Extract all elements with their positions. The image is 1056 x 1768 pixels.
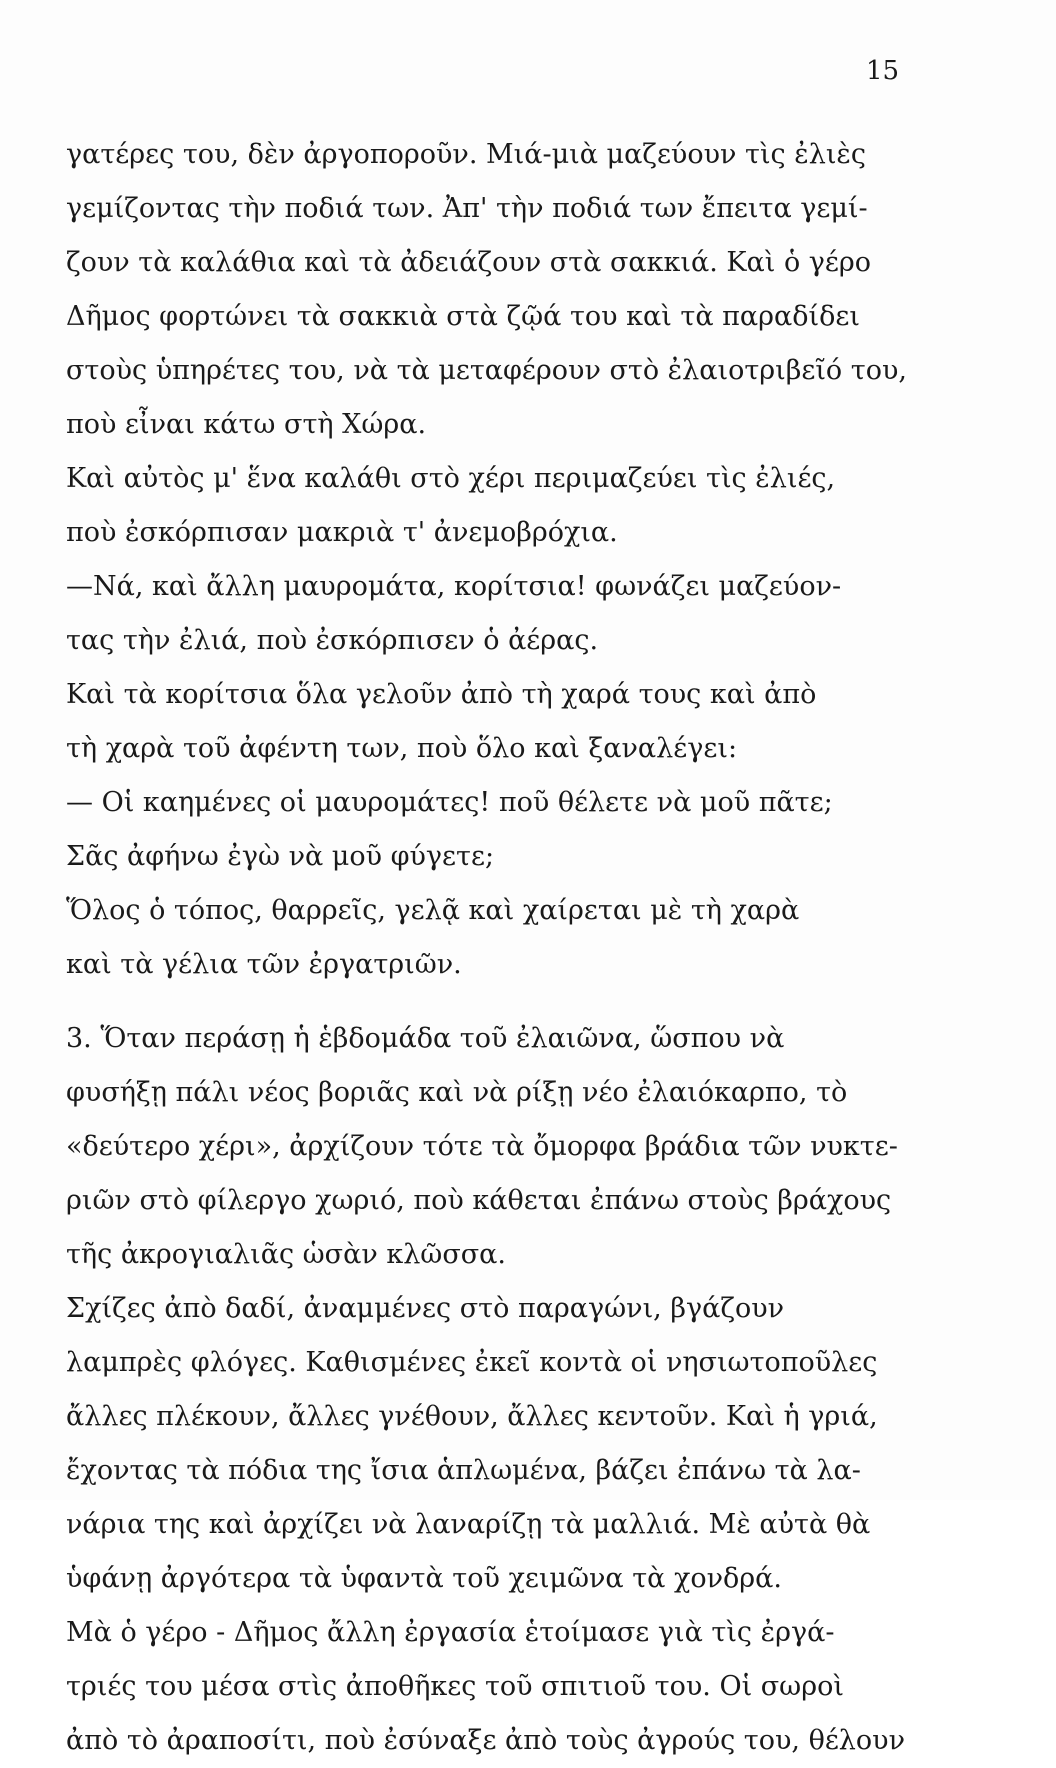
text-line: «δεύτερο χέρι», ἀρχίζουν τότε τὰ ὄμορφα βράδια τῶν νυκτε- [66, 1131, 898, 1162]
text-line: ἄλλες πλέκουν, ἄλλες γνέθουν, ἄλλες κεντοῦν. Καὶ ἡ γριά, [66, 1401, 878, 1432]
section-gap [66, 992, 912, 1012]
text-line: —Νά, καὶ ἄλλη μαυρομάτα, κορίτσια! φωνάζει μαζεύον- [66, 571, 842, 602]
text-line: Σᾶς ἀφήνω ἐγὼ νὰ μοῦ φύγετε; [66, 841, 495, 872]
text-line: Σχίζες ἀπὸ δαδί, ἀναμμένες στὸ παραγώνι, βγάζουν [66, 1293, 785, 1324]
text-line: ποὺ εἶναι κάτω στὴ Χώρα. [66, 409, 427, 440]
text-line: ριῶν στὸ φίλεργο χωριό, ποὺ κάθεται ἐπάνω στοὺς βράχους [66, 1185, 892, 1216]
text-line: τας τὴν ἐλιά, ποὺ ἐσκόρπισεν ὁ ἀέρας. [66, 625, 599, 656]
text-line: γεμίζοντας τὴν ποδιά των. Ἀπ' τὴν ποδιά των ἔπειτα γεμί- [66, 193, 868, 224]
text-line: Μὰ ὁ γέρο - Δῆμος ἄλλη ἐργασία ἑτοίμασε γιὰ τὶς ἐργά- [66, 1617, 835, 1648]
body-text [66, 128, 912, 1768]
text-line: τῆς ἀκρογιαλιᾶς ὡσὰν κλῶσσα. [66, 1239, 507, 1270]
text-line: ἔχοντας τὰ πόδια της ἴσια ἁπλωμένα, βάζει ἐπάνω τὰ λα- [66, 1455, 861, 1486]
text-line: γατέρες του, δὲν ἀργοποροῦν. Μιά-μιὰ μαζεύουν τὶς ἐλιὲς [66, 139, 867, 170]
text-line: — Οἱ καημένες οἱ μαυρομάτες! ποῦ θέλετε νὰ μοῦ πᾶτε; [66, 787, 833, 818]
text-line: ποὺ ἐσκόρπισαν μακριὰ τ' ἀνεμοβρόχια. [66, 517, 618, 548]
text-line: φυσήξῃ πάλι νέος βοριᾶς καὶ νὰ ρίξῃ νέο ἐλαιόκαρπο, τὸ [66, 1077, 848, 1108]
text-line: Δῆμος φορτώνει τὰ σακκιὰ στὰ ζῷά του καὶ τὰ παραδίδει [66, 301, 860, 332]
text-line: νάρια της καὶ ἀρχίζει νὰ λαναρίζῃ τὰ μαλλιά. Μὲ αὐτὰ θὰ [66, 1509, 871, 1540]
text-line: τριές του μέσα στὶς ἀποθῆκες τοῦ σπιτιοῦ του. Οἱ σωροὶ [66, 1671, 844, 1702]
text-line: Καὶ αὐτὸς μ' ἕνα καλάθι στὸ χέρι περιμαζεύει τὶς ἐλιές, [66, 463, 836, 494]
text-line: ἀπὸ τὸ ἀραποσίτι, ποὺ ἐσύναξε ἀπὸ τοὺς ἀγρούς του, θέλουν [66, 1725, 906, 1756]
text-line: Ὅλος ὁ τόπος, θαρρεῖς, γελᾷ καὶ χαίρεται μὲ τὴ χαρὰ [66, 895, 800, 926]
text-line: λαμπρὲς φλόγες. Καθισμένες ἐκεῖ κοντὰ οἱ νησιωτοποῦλες [66, 1347, 878, 1378]
text-line: 3. Ὅταν περάσῃ ἡ ἑβδομάδα τοῦ ἐλαιῶνα, ὥσπου νὰ [66, 1023, 785, 1054]
text-line: στοὺς ὑπηρέτες του, νὰ τὰ μεταφέρουν στὸ ἐλαιοτριβεῖό του, [66, 355, 907, 386]
text-line: καὶ τὰ γέλια τῶν ἐργατριῶν. [66, 949, 462, 980]
text-line: ὑφάνῃ ἀργότερα τὰ ὑφαντὰ τοῦ χειμῶνα τὰ χονδρά. [66, 1563, 782, 1594]
text-line: τὴ χαρὰ τοῦ ἀφέντη των, ποὺ ὅλο καὶ ξαναλέγει: [66, 733, 738, 764]
text-line: ζουν τὰ καλάθια καὶ τὰ ἀδειάζουν στὰ σακκιά. Καὶ ὁ γέρο [66, 247, 872, 278]
text-line: Καὶ τὰ κορίτσια ὅλα γελοῦν ἀπὸ τὴ χαρά τους καὶ ἀπὸ [66, 679, 817, 710]
page-number: 15 [866, 56, 900, 86]
